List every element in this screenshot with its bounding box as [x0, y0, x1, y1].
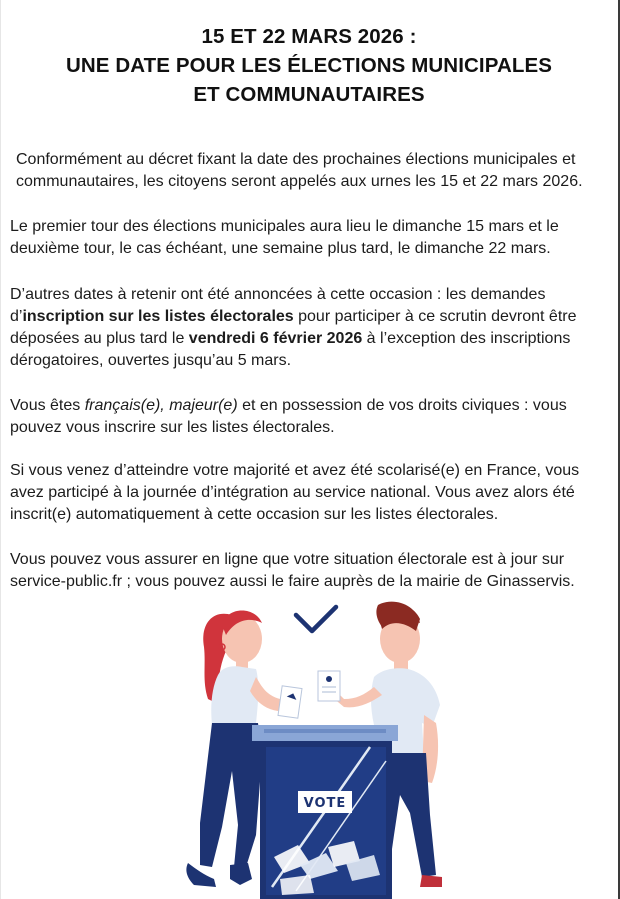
ballot-box [252, 725, 398, 899]
text-line: pouvez vous inscrire sur les listes électorales. [10, 419, 335, 436]
text-line [10, 328, 610, 350]
paragraph-verification [10, 549, 610, 593]
paragraph-rounds [10, 216, 610, 260]
title-line-1: 15 ET 22 MARS 2026 : [201, 25, 417, 48]
text-line: Le premier tour des élections municipales aura lieu le dimanche 15 mars et le [10, 218, 559, 235]
text-line: service-public.fr ; vous pouvez aussi le faire auprès de la mairie de Ginasservis. [10, 573, 575, 590]
title-line-3: ET COMMUNAUTAIRES [193, 83, 425, 106]
paragraph-registration [10, 284, 610, 372]
text-line: deuxième tour, le cas échéant, une semaine plus tard, le dimanche 22 mars. [10, 240, 551, 257]
text-line: inscrit(e) automatiquement à cette occasion sur les listes électorales. [10, 506, 499, 523]
vote-label: VOTE [303, 796, 347, 811]
text-segment: Vous êtes [10, 397, 85, 414]
text-segment: à l’exception des inscriptions [362, 330, 571, 347]
checkmark-icon [296, 607, 336, 631]
text-line: D’autres dates à retenir ont été annoncées à cette occasion : les demandes [10, 286, 546, 303]
paragraph-automatic-registration [10, 460, 610, 526]
text-segment: pour participer à ce scrutin devront être [293, 308, 577, 325]
ballot-paper-right [318, 671, 340, 701]
ballot-paper-left [278, 686, 302, 718]
text-segment: et en possession de vos droits civiques : vous [237, 397, 567, 414]
bold-registration-text: inscription sur les listes électorales [22, 308, 294, 325]
text-line: Vous pouvez vous assurer en ligne que votre situation électorale est à jour sur [10, 551, 565, 568]
text-line [10, 306, 610, 328]
text-line [10, 395, 610, 417]
text-segment: d’ [10, 308, 23, 325]
italic-eligibility: français(e), majeur(e) [84, 397, 238, 414]
bold-deadline-date: vendredi 6 février 2026 [188, 330, 363, 347]
page-title [0, 22, 618, 109]
text-line: Si vous venez d’atteindre votre majorité et avez été scolarisé(e) en France, vous [10, 462, 580, 479]
paragraph-eligibility [10, 395, 610, 439]
voting-illustration [160, 595, 460, 899]
text-line: communautaires, les citoyens seront appelés aux urnes les 15 et 22 mars 2026. [16, 173, 583, 190]
text-line: dérogatoires, ouvertes jusqu’au 5 mars. [10, 352, 292, 369]
text-line: Conformément au décret fixant la date des prochaines élections municipales et [16, 151, 576, 168]
text-line: avez participé à la journée d’intégration au service national. Vous avez alors été [10, 484, 575, 501]
paragraph-intro [16, 149, 616, 193]
title-line-2: UNE DATE POUR LES ÉLECTIONS MUNICIPALES [65, 54, 553, 77]
text-segment: déposées au plus tard le [10, 330, 189, 347]
